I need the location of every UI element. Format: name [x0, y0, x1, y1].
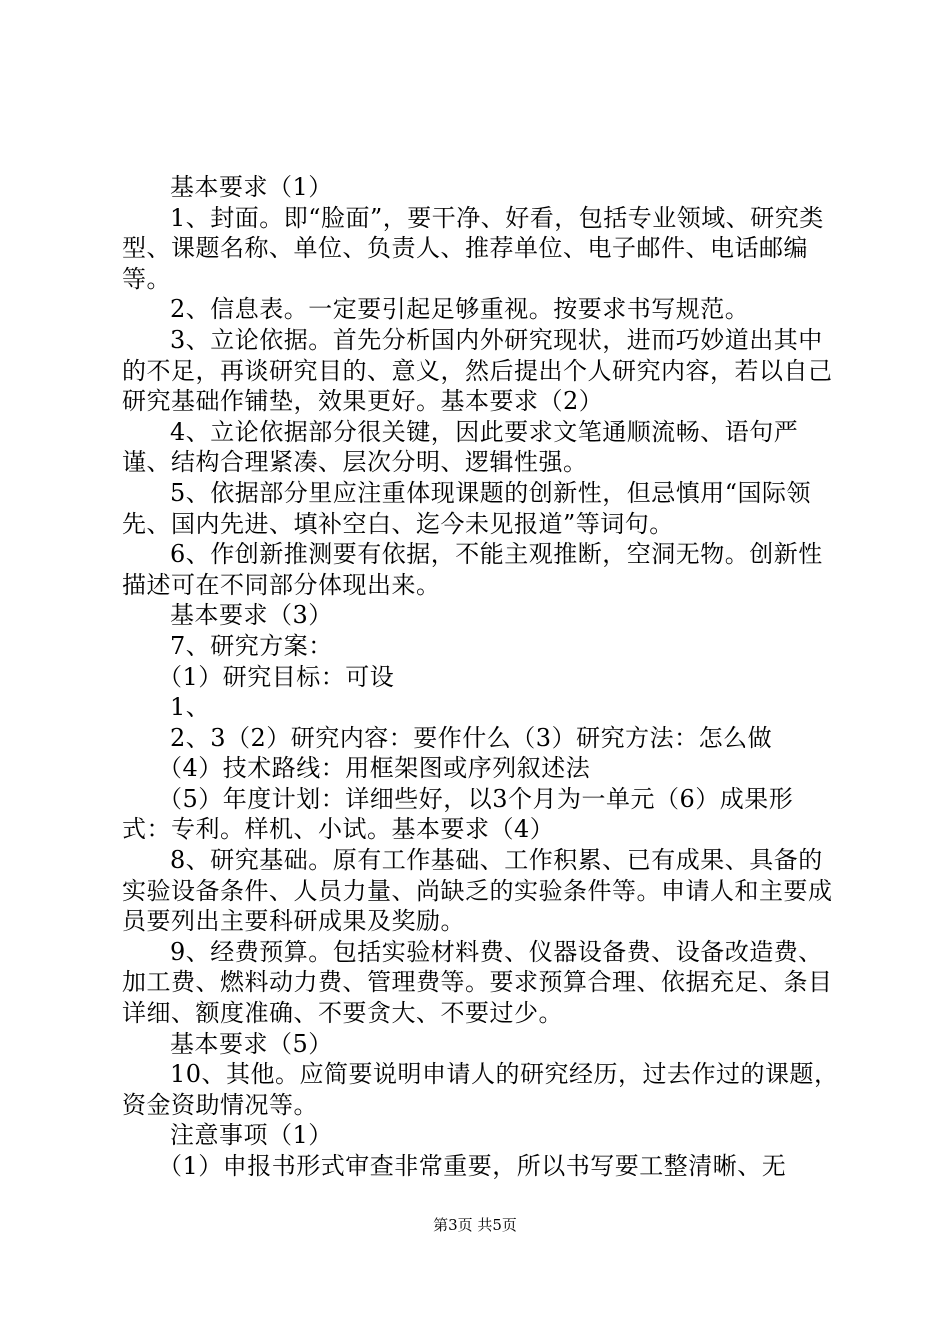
paragraph-innovation: 5、依据部分里应注重体现课题的创新性，但忌慎用“国际领先、国内先进、填补空白、迄今未见报道”等词句。	[122, 478, 812, 538]
paragraph-notes-1: 注意事项（1）	[170, 1121, 333, 1150]
paragraph-basic-req-1: 基本要求（1）	[170, 173, 333, 201]
paragraph-form-review: （1）申报书形式审查非常重要，所以书写要工整清晰、无	[158, 1152, 787, 1180]
document-body	[122, 172, 842, 1182]
paragraph-basic-req-3: 基本要求（3）	[170, 601, 333, 630]
paragraph-annual-plan: （5）年度计划：详细些好，以3个月为一单元（6）成果形式：专利。样机、小试。基本要求（4）	[122, 784, 794, 844]
paragraph-basis-key: 4、立论依据部分很关键，因此要求文笔通顺流畅、语句严谨、结构合理紧凑、层次分明、逻辑性强。	[122, 417, 799, 477]
paragraph-research-goal: （1）研究目标：可设	[158, 662, 395, 691]
paragraph-tech-route: （4）技术路线：用框架图或序列叙述法	[158, 754, 591, 783]
paragraph-speculation: 6、作创新推测要有依据，不能主观推断，空洞无物。创新性描述可在不同部分体现出来。	[122, 540, 823, 599]
paragraph-item-1: 1、	[170, 693, 211, 722]
paragraph-info-table: 2、信息表。一定要引起足够重视。按要求书写规范。	[170, 295, 750, 324]
page-number-footer: 第3页 共5页	[433, 1216, 517, 1234]
paragraph-research-basis: 8、研究基础。原有工作基础、工作积累、已有成果、具备的实验设备条件、人员力量、尚缺乏的实验条件等。申请人和主要成员要列出主要科研成果及奖励。	[122, 846, 833, 936]
paragraph-basic-req-5: 基本要求（5）	[170, 1029, 333, 1058]
paragraph-other: 10、其他。应简要说明申请人的研究经历，过去作过的课题，资金资助情况等。	[122, 1060, 839, 1119]
paragraph-basis: 3、立论依据。首先分析国内外研究现状，进而巧妙道出其中的不足，再谈研究目的、意义，然后提出个人研究内容，若以自己研究基础作铺垫，效果更好。基本要求（2）	[122, 325, 833, 416]
paragraph-cover: 1、封面。即“脸面”，要干净、好看，包括专业领域、研究类型、课题名称、单位、负责人、推荐单位、电子邮件、电话邮编等。	[122, 203, 824, 293]
paragraph-research-plan: 7、研究方案：	[170, 631, 333, 660]
paragraph-budget: 9、经费预算。包括实验材料费、仪器设备费、设备改造费、加工费、燃料动力费、管理费等。要求预算合理、依据充足、条目详细、额度准确、不要贪大、不要过少。	[122, 937, 833, 1028]
paragraph-research-content: 2、3（2）研究内容：要作什么（3）研究方法：怎么做	[170, 723, 773, 752]
